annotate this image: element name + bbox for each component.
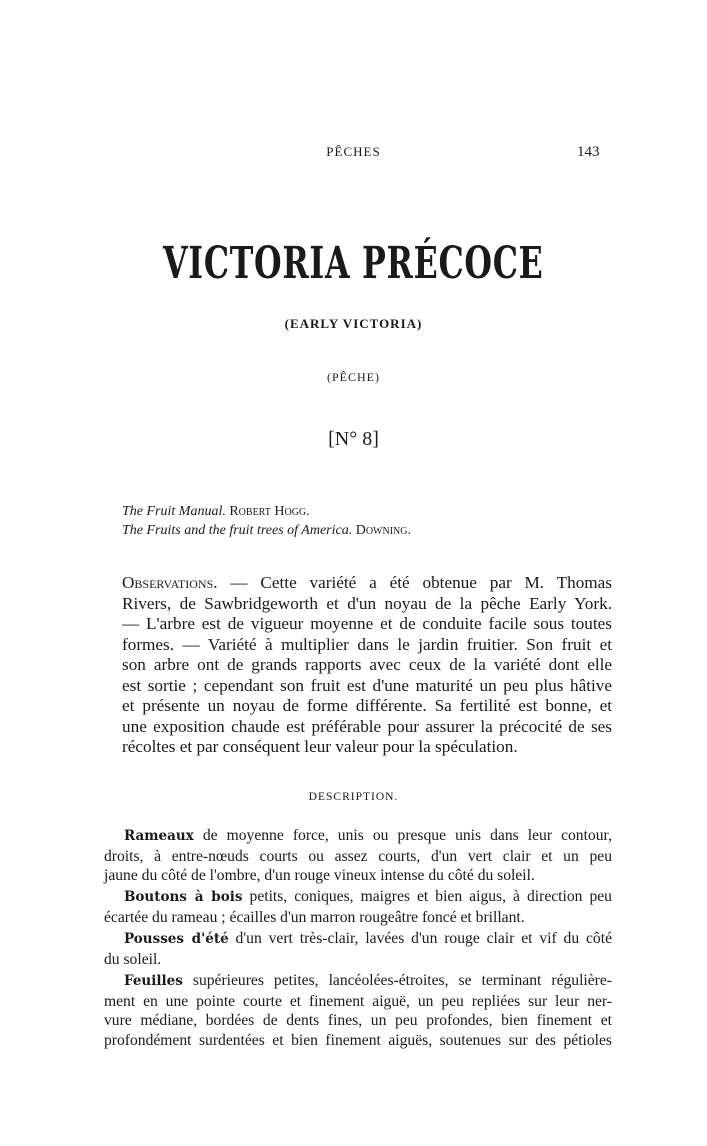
observations-label: Observations. <box>122 573 218 592</box>
text-line <box>104 826 612 847</box>
reference-work: The Fruit Manual. <box>122 504 226 519</box>
term: Boutons à bois <box>124 889 243 905</box>
term: Pousses d'été <box>124 931 229 947</box>
description-heading: DESCRIPTION. <box>308 791 399 803</box>
text-line <box>104 971 612 992</box>
english-name: (EARLY VICTORIA) <box>284 316 423 331</box>
fruit-category: (PÊCHE) <box>327 370 380 384</box>
text-line: et présente un noyau de forme différente. Sa fertilité est bonne, et <box>122 696 612 715</box>
text-fragment: supérieures petites, lancéolées-étroites, se terminant régulière- <box>182 972 612 989</box>
text-line <box>104 887 612 908</box>
reference-work: The Fruits and the fruit trees of America. <box>122 523 353 538</box>
term: Rameaux <box>124 828 194 844</box>
text-line: ment en une pointe courte et finement aiguë, un peu repliées sur leur ner- <box>104 992 612 1010</box>
text-line <box>122 573 612 594</box>
entry-number: [N° 8] <box>328 428 379 450</box>
text-line: écartée du rameau ; écailles d'un marron rougeâtre foncé et brillant. <box>104 908 525 926</box>
description-item <box>104 929 612 969</box>
text-line: son arbre ont de grands rapports avec ceux de la variété dont elle <box>122 655 612 674</box>
running-title: PÊCHES <box>326 144 381 159</box>
term: Feuilles <box>124 973 183 989</box>
text-fragment: petits, coniques, maigres et bien aigus, à direction peu <box>242 888 612 905</box>
text-fragment: — Cette variété a été obtenue par M. Thomas <box>217 573 612 592</box>
text-line: récoltes et par conséquent leur valeur pour la spéculation. <box>122 737 518 756</box>
reference-author: Robert Hogg. <box>229 504 310 519</box>
reference-author: Downing. <box>355 523 411 538</box>
text-fragment: de moyenne force, unis ou presque unis dans leur contour, <box>193 827 612 844</box>
description-item <box>104 887 612 927</box>
description-item <box>104 826 612 886</box>
text-line: du soleil. <box>104 950 162 968</box>
reference <box>122 521 411 540</box>
text-fragment: d'un vert très-clair, lavées d'un rouge clair et vif du côté <box>228 930 612 947</box>
references <box>122 502 411 540</box>
text-line: Rivers, de Sawbridgeworth et d'un noyau de la pêche Early York. <box>122 593 612 613</box>
text-line: droits, à entre-nœuds courts ou assez courts, d'un vert clair et un peu <box>104 847 612 865</box>
text-line: vure médiane, bordées de dents fines, un peu profondes, bien finement et <box>104 1012 612 1029</box>
observations-paragraph <box>122 573 612 758</box>
description-item <box>104 971 612 1050</box>
text-line: formes. — Variété à multiplier dans le jardin fruitier. Son fruit et <box>122 634 612 654</box>
page-number: 143 <box>577 144 600 160</box>
text-line: est sortie ; cependant son fruit est d'une maturité un peu plus hâtive <box>122 675 612 695</box>
text-line: une exposition chaude est préférable pour assurer la précocité de ses <box>122 716 612 736</box>
text-line: profondément surdentées et bien finement aiguës, soutenues sur des pétioles <box>104 1031 612 1049</box>
text-line: jaune du côté de l'ombre, d'un rouge vineux intense du côté du soleil. <box>104 867 535 884</box>
text-line <box>104 929 612 950</box>
text-line: — L'arbre est de vigueur moyenne et de conduite facile sous toutes <box>122 614 612 633</box>
reference <box>122 502 411 521</box>
variety-title <box>0 238 707 289</box>
title-text: VICTORIA PRÉCOCE <box>163 238 544 289</box>
